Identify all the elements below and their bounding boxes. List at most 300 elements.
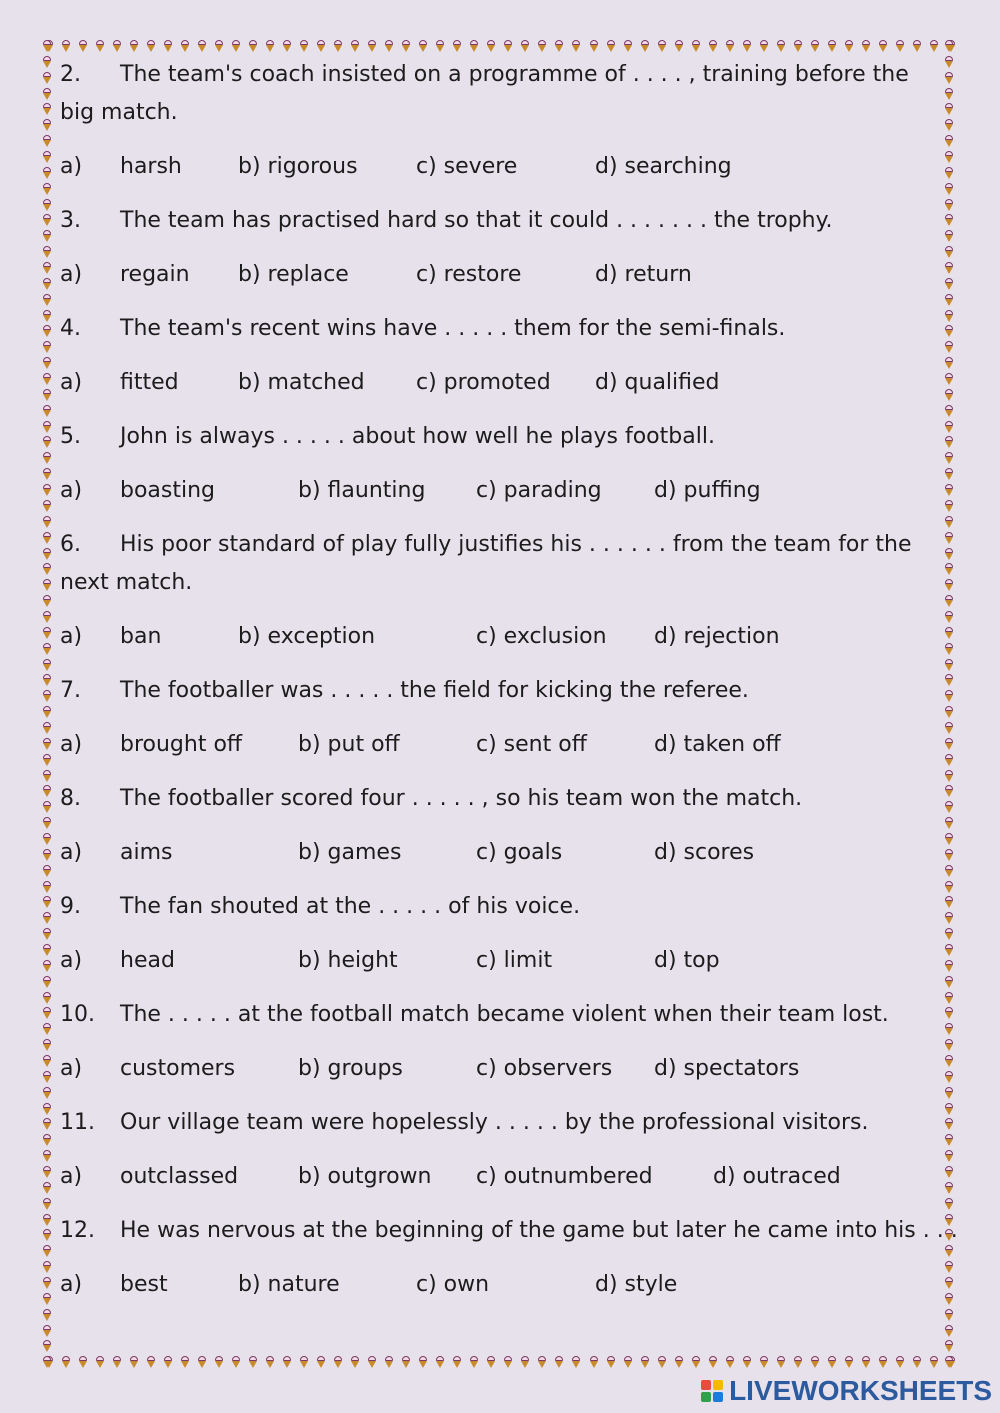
ice-cream-cone-icon [554,40,564,53]
option-a[interactable]: customers [120,1056,236,1081]
ice-cream-cone-icon [42,595,52,608]
ice-cream-cone-icon [944,167,954,180]
ice-cream-cone-icon [42,1356,52,1369]
option-d[interactable]: d) rejection [654,624,780,649]
ice-cream-cone-icon [367,1356,377,1369]
ice-cream-cone-icon [316,1356,326,1369]
option-b[interactable]: b) outgrown [298,1164,432,1189]
ice-cream-cone-icon [810,40,820,53]
option-b[interactable]: b) exception [238,624,376,649]
option-d[interactable]: d) spectators [654,1056,800,1081]
ice-cream-cone-icon [944,1293,954,1306]
ice-cream-cone-icon [42,199,52,212]
option-label: a) [60,262,83,287]
ice-cream-cone-icon [42,119,52,132]
ice-cream-cone-icon [725,1356,735,1369]
border-right [944,40,956,1370]
ice-cream-cone-icon [589,40,599,53]
ice-cream-cone-icon [42,928,52,941]
ice-cream-cone-icon [944,405,954,418]
ice-cream-cone-icon [759,1356,769,1369]
option-a[interactable]: harsh [120,154,182,179]
option-a[interactable]: head [120,948,175,973]
ice-cream-cone-icon [944,246,954,259]
ice-cream-cone-icon [657,40,667,53]
ice-cream-cone-icon [435,40,445,53]
ice-cream-cone-icon [78,1356,88,1369]
ice-cream-cone-icon [759,40,769,53]
ice-cream-cone-icon [42,532,52,545]
ice-cream-cone-icon [944,643,954,656]
ice-cream-cone-icon [776,40,786,53]
option-d[interactable]: d) taken off [654,732,781,757]
ice-cream-cone-icon [944,1087,954,1100]
ice-cream-cone-icon [944,1103,954,1116]
ice-cream-cone-icon [469,40,479,53]
ice-cream-cone-icon [42,992,52,1005]
ice-cream-cone-icon [520,40,530,53]
option-c[interactable]: c) goals [476,840,563,865]
option-label: a) [60,948,83,973]
ice-cream-cone-icon [42,278,52,291]
option-label: a) [60,1164,83,1189]
ice-cream-cone-icon [42,1293,52,1306]
ice-cream-cone-icon [42,56,52,69]
option-a[interactable]: fitted [120,370,179,395]
ice-cream-cone-icon [42,659,52,672]
option-a[interactable]: ban [120,624,162,649]
question-8 [60,780,940,818]
question-11 [60,1104,940,1142]
ice-cream-cone-icon [78,40,88,53]
ice-cream-cone-icon [944,1340,954,1353]
ice-cream-cone-icon [42,72,52,85]
ice-cream-cone-icon [944,912,954,925]
ice-cream-cone-icon [912,40,922,53]
ice-cream-cone-icon [180,1356,190,1369]
ice-cream-cone-icon [944,262,954,275]
option-d[interactable]: d) top [654,948,720,973]
ice-cream-cone-icon [537,1356,547,1369]
ice-cream-cone-icon [944,389,954,402]
option-b[interactable]: b) nature [238,1272,340,1297]
ice-cream-cone-icon [42,611,52,624]
ice-cream-cone-icon [42,516,52,529]
option-label: a) [60,154,83,179]
ice-cream-cone-icon [861,1356,871,1369]
ice-cream-cone-icon [944,1039,954,1052]
ice-cream-cone-icon [861,40,871,53]
option-c[interactable]: c) sent off [476,732,587,757]
ice-cream-cone-icon [61,1356,71,1369]
ice-cream-cone-icon [944,1007,954,1020]
ice-cream-cone-icon [691,1356,701,1369]
ice-cream-cone-icon [623,1356,633,1369]
ice-cream-cone-icon [944,1356,954,1369]
ice-cream-cone-icon [486,1356,496,1369]
ice-cream-cone-icon [944,738,954,751]
options-2 [60,148,940,186]
ice-cream-cone-icon [691,40,701,53]
ice-cream-cone-icon [197,1356,207,1369]
ice-cream-cone-icon [231,1356,241,1369]
ice-cream-cone-icon [42,468,52,481]
ice-cream-cone-icon [827,1356,837,1369]
ice-cream-cone-icon [674,1356,684,1369]
ice-cream-cone-icon [384,1356,394,1369]
border-bottom [44,1356,956,1370]
question-3 [60,202,940,240]
options-8 [60,834,940,872]
ice-cream-cone-icon [944,1071,954,1084]
ice-cream-cone-icon [42,1261,52,1274]
option-label: a) [60,624,83,649]
ice-cream-cone-icon [367,40,377,53]
ice-cream-cone-icon [944,881,954,894]
ice-cream-cone-icon [231,40,241,53]
question-2 [60,56,940,132]
ice-cream-cone-icon [944,294,954,307]
ice-cream-cone-icon [42,1071,52,1084]
ice-cream-cone-icon [944,706,954,719]
question-text: The footballer was . . . . . the field for kicking the referee. [120,678,749,703]
option-a[interactable]: best [120,1272,168,1297]
ice-cream-cone-icon [42,103,52,116]
ice-cream-cone-icon [42,563,52,576]
question-text: The team's coach insisted on a programme of . . . . , training before the big match. [60,62,909,125]
ice-cream-cone-icon [42,1198,52,1211]
worksheet-content [60,56,958,1320]
question-text: The team has practised hard so that it could . . . . . . . the trophy. [120,208,833,233]
ice-cream-cone-icon [42,817,52,830]
ice-cream-cone-icon [282,40,292,53]
ice-cream-cone-icon [42,770,52,783]
option-b[interactable]: b) groups [298,1056,403,1081]
ice-cream-cone-icon [944,436,954,449]
ice-cream-cone-icon [42,912,52,925]
ice-cream-cone-icon [452,1356,462,1369]
ice-cream-cone-icon [418,1356,428,1369]
ice-cream-cone-icon [571,40,581,53]
ice-cream-cone-icon [42,88,52,101]
question-9 [60,888,940,926]
option-a[interactable]: boasting [120,478,216,503]
question-text: John is always . . . . . about how well he plays football. [120,424,715,449]
ice-cream-cone-icon [42,1055,52,1068]
ice-cream-cone-icon [944,1182,954,1195]
ice-cream-cone-icon [944,421,954,434]
ice-cream-cone-icon [42,151,52,164]
ice-cream-cone-icon [42,785,52,798]
question-text: The fan shouted at the . . . . . of his voice. [120,894,581,919]
ice-cream-cone-icon [42,1340,52,1353]
ice-cream-cone-icon [944,88,954,101]
option-c[interactable]: c) limit [476,948,553,973]
option-d[interactable]: d) puffing [654,478,761,503]
ice-cream-cone-icon [944,785,954,798]
ice-cream-cone-icon [944,72,954,85]
question-number: 11. [60,1110,95,1135]
ice-cream-cone-icon [793,1356,803,1369]
ice-cream-cone-icon [350,1356,360,1369]
ice-cream-cone-icon [42,40,52,53]
ice-cream-cone-icon [944,944,954,957]
option-c[interactable]: c) restore [416,262,522,287]
ice-cream-cone-icon [944,849,954,862]
ice-cream-cone-icon [944,325,954,338]
option-c[interactable]: c) outnumbered [476,1164,653,1189]
ice-cream-cone-icon [435,1356,445,1369]
ice-cream-cone-icon [944,833,954,846]
question-number: 9. [60,894,81,919]
ice-cream-cone-icon [944,722,954,735]
ice-cream-cone-icon [944,1023,954,1036]
ice-cream-cone-icon [42,1134,52,1147]
ice-cream-cone-icon [42,246,52,259]
option-d[interactable]: d) qualified [595,370,720,395]
ice-cream-cone-icon [42,1023,52,1036]
option-c[interactable]: c) own [416,1272,490,1297]
option-label: a) [60,1272,83,1297]
ice-cream-cone-icon [42,214,52,227]
option-d[interactable]: d) outraced [713,1164,841,1189]
option-c[interactable]: c) severe [416,154,518,179]
options-10 [60,1050,940,1088]
question-text: His poor standard of play fully justifies his . . . . . . from the team for the next match. [60,532,912,595]
question-number: 5. [60,424,81,449]
ice-cream-cone-icon [42,452,52,465]
option-a[interactable]: brought off [120,732,243,757]
ice-cream-cone-icon [944,595,954,608]
ice-cream-cone-icon [42,421,52,434]
liveworksheets-logo[interactable] [701,1375,992,1407]
ice-cream-cone-icon [944,103,954,116]
ice-cream-cone-icon [42,436,52,449]
question-text: The footballer scored four . . . . . , so his team won the match. [120,786,803,811]
ice-cream-cone-icon [944,214,954,227]
ice-cream-cone-icon [42,262,52,275]
ice-cream-cone-icon [944,532,954,545]
ice-cream-cone-icon [265,40,275,53]
option-label: a) [60,732,83,757]
ice-cream-cone-icon [944,468,954,481]
ice-cream-cone-icon [42,341,52,354]
ice-cream-cone-icon [214,40,224,53]
ice-cream-cone-icon [742,1356,752,1369]
option-b[interactable]: b) matched [238,370,365,395]
ice-cream-cone-icon [554,1356,564,1369]
ice-cream-cone-icon [623,40,633,53]
ice-cream-cone-icon [944,1277,954,1290]
option-a[interactable]: outclassed [120,1164,239,1189]
option-c[interactable]: c) parading [476,478,602,503]
option-d[interactable]: d) searching [595,154,732,179]
ice-cream-cone-icon [944,960,954,973]
option-d[interactable]: d) return [595,262,692,287]
ice-cream-cone-icon [42,1087,52,1100]
option-label: a) [60,1056,83,1081]
liveworksheets-logo-icon [701,1380,723,1402]
ice-cream-cone-icon [333,1356,343,1369]
option-a[interactable]: regain [120,262,190,287]
ice-cream-cone-icon [282,1356,292,1369]
option-b[interactable]: b) games [298,840,402,865]
ice-cream-cone-icon [42,389,52,402]
ice-cream-cone-icon [129,1356,139,1369]
ice-cream-cone-icon [95,40,105,53]
ice-cream-cone-icon [42,484,52,497]
option-c[interactable]: c) exclusion [476,624,607,649]
option-b[interactable]: b) flaunting [298,478,426,503]
ice-cream-cone-icon [944,817,954,830]
options-12 [60,1266,940,1304]
option-c[interactable]: c) observers [476,1056,613,1081]
question-text: Our village team were hopelessly . . . . . by the professional visitors. [120,1110,869,1135]
ice-cream-cone-icon [42,1277,52,1290]
ice-cream-cone-icon [944,1261,954,1274]
options-5 [60,472,940,510]
ice-cream-cone-icon [878,1356,888,1369]
ice-cream-cone-icon [163,40,173,53]
ice-cream-cone-icon [827,40,837,53]
ice-cream-cone-icon [503,40,513,53]
ice-cream-cone-icon [214,1356,224,1369]
options-6 [60,618,940,656]
ice-cream-cone-icon [42,674,52,687]
ice-cream-cone-icon [42,1182,52,1195]
question-number: 3. [60,208,81,233]
question-text: The . . . . . at the football match became violent when their team lost. [120,1002,889,1027]
question-number: 10. [60,1002,95,1027]
ice-cream-cone-icon [708,40,718,53]
ice-cream-cone-icon [944,1325,954,1338]
ice-cream-cone-icon [944,1134,954,1147]
option-b[interactable]: b) height [298,948,398,973]
option-label: a) [60,840,83,865]
ice-cream-cone-icon [42,976,52,989]
ice-cream-cone-icon [944,151,954,164]
ice-cream-cone-icon [640,40,650,53]
ice-cream-cone-icon [42,690,52,703]
ice-cream-cone-icon [944,690,954,703]
ice-cream-cone-icon [944,230,954,243]
ice-cream-cone-icon [180,40,190,53]
ice-cream-cone-icon [844,1356,854,1369]
ice-cream-cone-icon [112,40,122,53]
ice-cream-cone-icon [929,1356,939,1369]
question-text: The team's recent wins have . . . . . them for the semi-finals. [120,316,786,341]
ice-cream-cone-icon [844,40,854,53]
ice-cream-cone-icon [944,373,954,386]
ice-cream-cone-icon [606,1356,616,1369]
ice-cream-cone-icon [503,1356,513,1369]
ice-cream-cone-icon [42,738,52,751]
option-d[interactable]: d) scores [654,840,755,865]
ice-cream-cone-icon [944,1309,954,1322]
ice-cream-cone-icon [944,500,954,513]
ice-cream-cone-icon [944,278,954,291]
question-4 [60,310,940,348]
ice-cream-cone-icon [742,40,752,53]
question-6 [60,526,940,602]
ice-cream-cone-icon [929,40,939,53]
ice-cream-cone-icon [944,770,954,783]
ice-cream-cone-icon [42,627,52,640]
ice-cream-cone-icon [708,1356,718,1369]
ice-cream-cone-icon [810,1356,820,1369]
options-11 [60,1158,940,1196]
ice-cream-cone-icon [316,40,326,53]
option-b[interactable]: b) rigorous [238,154,358,179]
ice-cream-cone-icon [42,405,52,418]
ice-cream-cone-icon [42,706,52,719]
ice-cream-cone-icon [537,40,547,53]
ice-cream-cone-icon [944,896,954,909]
ice-cream-cone-icon [944,484,954,497]
ice-cream-cone-icon [112,1356,122,1369]
ice-cream-cone-icon [299,1356,309,1369]
ice-cream-cone-icon [42,1118,52,1131]
ice-cream-cone-icon [42,230,52,243]
ice-cream-cone-icon [42,1007,52,1020]
option-a[interactable]: aims [120,840,173,865]
ice-cream-cone-icon [944,1055,954,1068]
question-number: 12. [60,1218,95,1243]
ice-cream-cone-icon [265,1356,275,1369]
ice-cream-cone-icon [944,56,954,69]
option-d[interactable]: d) style [595,1272,678,1297]
ice-cream-cone-icon [944,754,954,767]
ice-cream-cone-icon [42,1103,52,1116]
ice-cream-cone-icon [350,40,360,53]
ice-cream-cone-icon [674,40,684,53]
ice-cream-cone-icon [333,40,343,53]
ice-cream-cone-icon [944,865,954,878]
ice-cream-cone-icon [42,1309,52,1322]
ice-cream-cone-icon [42,325,52,338]
ice-cream-cone-icon [42,294,52,307]
ice-cream-cone-icon [944,611,954,624]
question-5 [60,418,940,456]
option-label: a) [60,370,83,395]
question-number: 4. [60,316,81,341]
ice-cream-cone-icon [299,40,309,53]
ice-cream-cone-icon [42,881,52,894]
ice-cream-cone-icon [944,310,954,323]
ice-cream-cone-icon [912,1356,922,1369]
ice-cream-cone-icon [944,1118,954,1131]
ice-cream-cone-icon [944,1166,954,1179]
ice-cream-cone-icon [944,1198,954,1211]
ice-cream-cone-icon [944,659,954,672]
ice-cream-cone-icon [944,928,954,941]
ice-cream-cone-icon [944,516,954,529]
ice-cream-cone-icon [571,1356,581,1369]
ice-cream-cone-icon [944,1150,954,1163]
ice-cream-cone-icon [384,40,394,53]
ice-cream-cone-icon [42,865,52,878]
ice-cream-cone-icon [42,801,52,814]
option-c[interactable]: c) promoted [416,370,551,395]
ice-cream-cone-icon [944,452,954,465]
options-9 [60,942,940,980]
ice-cream-cone-icon [944,627,954,640]
option-b[interactable]: b) replace [238,262,349,287]
option-b[interactable]: b) put off [298,732,400,757]
ice-cream-cone-icon [248,40,258,53]
question-number: 8. [60,786,81,811]
ice-cream-cone-icon [146,40,156,53]
